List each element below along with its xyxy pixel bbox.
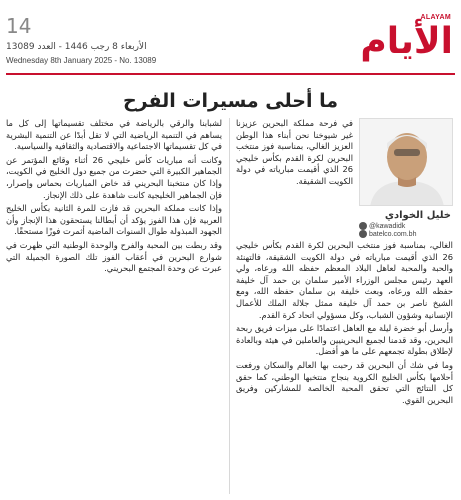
logo-arabic-text: الأيام <box>360 21 453 62</box>
page-header <box>0 0 461 80</box>
author-handle: @kawadidk <box>369 222 406 230</box>
paragraph: وقد ربطت بين المحبة والفرح والوحدة الوطنية التي ظهرت في شوارع البحرين في أعقاب الفوز تلك الصورة الجميلة التي عبرت عن وحدة المجتمع البحريني. <box>6 239 222 274</box>
author-photo <box>359 118 453 206</box>
author-block <box>359 118 453 238</box>
twitter-icon <box>359 222 367 230</box>
column-divider <box>229 118 230 494</box>
issue-date-english: Wednesday 8th January 2025 - No. 13089 <box>6 56 157 65</box>
paragraph: لشبابنا والرقي بالرياضة في مختلف تقسيماتها إلى كل ما يساهم في التنمية الرياضية التي لا تقل أبدًا عن التنمية البشرية في كل تقسيماتها الاجتماعية والاقتصادية والثقافية والسياسية. <box>6 118 222 152</box>
header-rule <box>6 73 455 75</box>
email-icon <box>359 230 367 238</box>
article-column-right-upper <box>236 118 353 236</box>
author-social[interactable] <box>359 222 416 238</box>
paragraph: الغالي، بمناسبة فوز منتخب البحرين لكرة القدم بكأس خليجي 26 الذي أقيمت مبارياته في دولة الكويت الشقيقة، فالتهنئة والحبة والمحبة لعاهل البلاد المعظم حفظه الله ورعاه، ولي العهد رئيس مجلس الوزراء الأمير سلمان بن حمد آل خليفة حفظه الله ورعاه، وبعث خليفة بن سلمان حفظه الله، ومع الشيخ ناصر بن حمد آل خليفة ممثل جلالة الملك للأعمال الإنسانية وشؤون الشباب، وكل مسؤولي اتحاد كرة القدم. <box>236 240 453 320</box>
logo-latin-text: ALAYAM <box>420 14 451 21</box>
author-name: خليل الخوادي <box>384 210 451 221</box>
article-title: ما أحلى مسيرات الفرح <box>122 90 339 112</box>
paragraph: وما في شك أن البحرين قد رحبت بها العالم والسكان ورفعت أحلامها بكأس الخليج الكروية بنجاح منتخبها الوطني، كما حقق كل النتائج التي تحقق المحبة الخالصة للمشاركين وفريق البحرين القوي. <box>236 359 453 405</box>
paragraph: وكانت أنه مباريات كأس خليجي 26 أثناء وقائع المؤتمر عن الجماهير الكبيرة التي حضرت من جميع دول الخليج في الكويت، وإذا كان منتخبنا البحريني قد خاض المباريات بحماس وإصرار، فإن الجماهير الخليجية كانت شاهدة على ذلك الإنجاز. <box>6 154 222 200</box>
issue-date-arabic: الأربعاء 8 رجب 1446 - العدد 13089 <box>6 42 147 52</box>
author-site: batelco.com.bh <box>369 230 417 238</box>
newspaper-logo <box>360 14 453 68</box>
article-column-left <box>6 118 222 494</box>
paragraph: وأرسل أبو خضرة ليلة مع العاهل اعتمادًا على ميزات فريق ربحة البحرين، وقد قدمنا لجميع البحرينيين والعاملين في هيئة وبالعادة لإطلاق بطولة تجمعهم على ما هو أفضل. <box>236 323 453 357</box>
paragraph: في فرحة مملكة البحرين عزيزنا غير شيوخنا نحن أبناء هذا الوطن العزيز الغالي، بمناسبة فوز منتخب البحرين لكرة القدم بكأس خليجي 26 الذي أقيمت مبارياته في دولة الكويت الشقيقة. <box>236 118 353 186</box>
page-number: 14 <box>6 14 32 38</box>
article-column-right <box>236 240 453 494</box>
paragraph: وإذا كانت مملكة البحرين قد فازت للمرة الثانية بكأس الخليج العربية فإن هذا الفوز يؤكد أن أبطالنا يستحقون هذا الإنجاز وأن الجهود المبذولة طوال السنوات الماضية أثمرت فوزًا مستحقًا. <box>6 203 222 237</box>
